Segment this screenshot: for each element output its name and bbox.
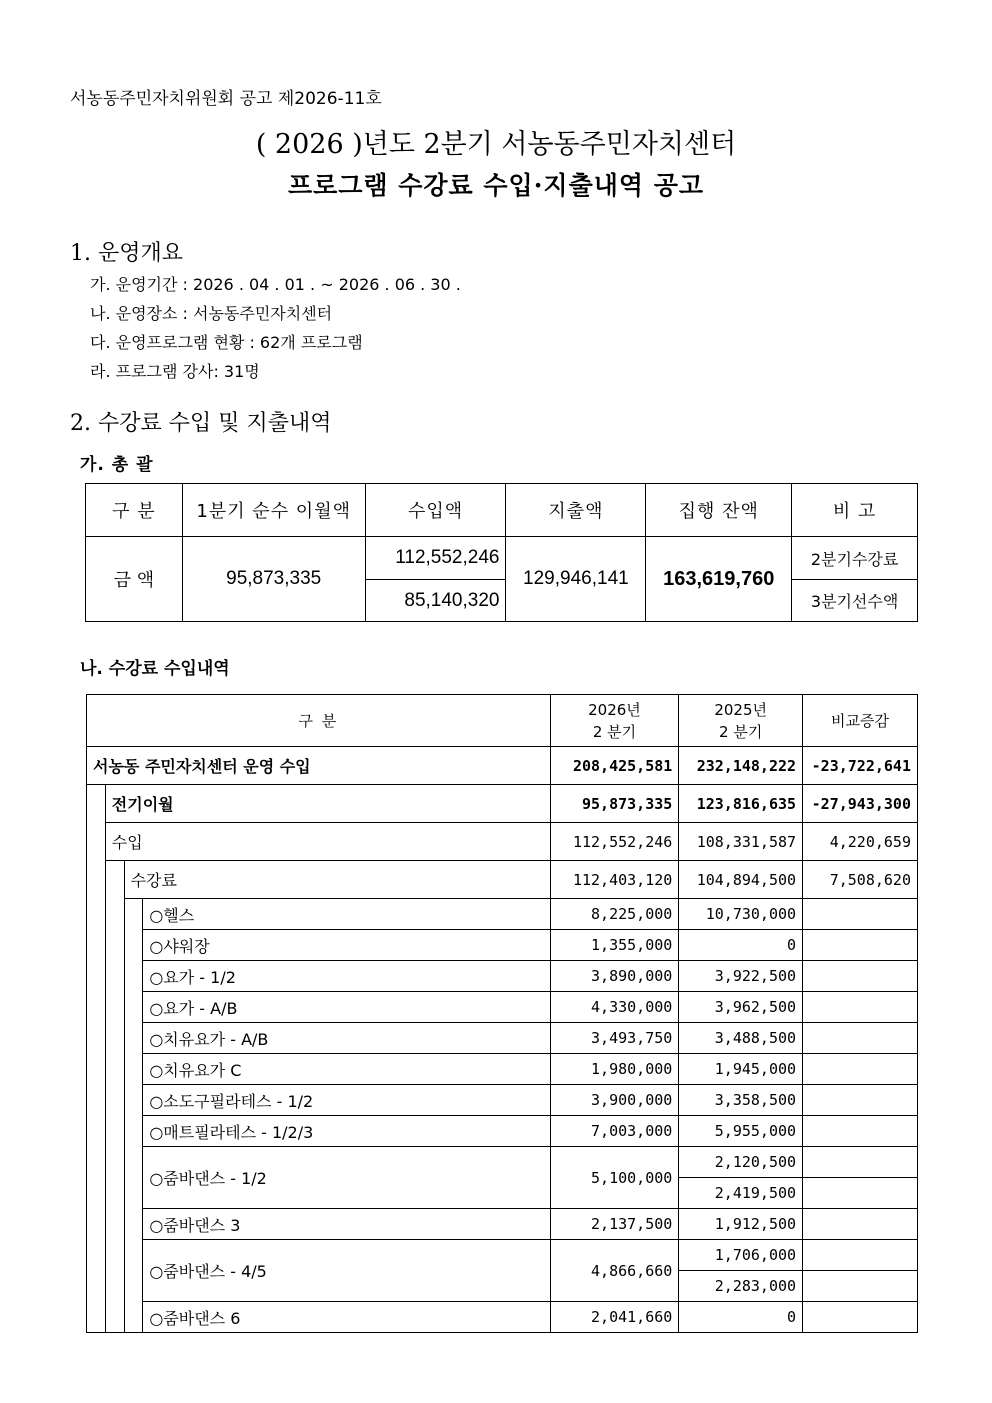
item-2025: 3,962,500 (679, 992, 803, 1023)
item-label: ○헬스 (143, 899, 550, 930)
item-2025: 2,120,500 (679, 1147, 803, 1178)
item-2025: 0 (679, 930, 803, 961)
list-item (87, 1209, 918, 1240)
summary-header-expense: 지출액 (506, 484, 646, 537)
page-title-line2: 프로그램 수강료 수입·지출내역 공고 (287, 171, 705, 200)
summary-row-label: 금 액 (86, 537, 183, 622)
income-subheading: 나. 수강료 수입내역 (80, 659, 230, 679)
income-header-2026-year: 2026년 (588, 700, 641, 719)
table-row (87, 785, 918, 823)
item-diff (803, 1023, 918, 1054)
item-2026: 3,890,000 (550, 961, 679, 992)
summary-carryover: 95,873,335 (182, 537, 365, 622)
item-2025: 3,922,500 (679, 961, 803, 992)
item-2025: 3,488,500 (679, 1023, 803, 1054)
income-header-2026-quarter: 2 분기 (592, 722, 637, 741)
summary-balance: 163,619,760 (646, 537, 792, 622)
item-2026: 3,493,750 (550, 1023, 679, 1054)
page-title-line1: ( 2026 )년도 2분기 서농동주민자치센터 (255, 129, 737, 160)
item-diff (803, 899, 918, 930)
list-item (87, 899, 918, 930)
income-header-2025 (679, 695, 803, 747)
list-item (87, 1023, 918, 1054)
table-row (87, 747, 918, 785)
item-diff (803, 1240, 918, 1271)
item-2026: 4,330,000 (550, 992, 679, 1023)
item-label: ○요가 - 1/2 (143, 961, 550, 992)
row-label: 전기이월 (105, 785, 550, 823)
row-2026: 112,552,246 (550, 823, 679, 861)
summary-income-1: 112,552,246 (365, 537, 506, 580)
list-item (87, 1116, 918, 1147)
summary-note-1: 2분기수강료 (792, 537, 918, 580)
item-2026: 2,137,500 (550, 1209, 679, 1240)
summary-expense: 129,946,141 (506, 537, 646, 622)
list-item (87, 1240, 918, 1271)
income-header-diff: 비교증감 (803, 695, 918, 747)
row-diff: 7,508,620 (803, 861, 918, 899)
row-2026: 208,425,581 (550, 747, 679, 785)
item-label: ○줌바댄스 3 (143, 1209, 550, 1240)
item-label: ○치유요가 - A/B (143, 1023, 550, 1054)
item-2025: 10,730,000 (679, 899, 803, 930)
item-label: ○샤워장 (143, 930, 550, 961)
row-2025: 123,816,635 (679, 785, 803, 823)
list-item (87, 961, 918, 992)
row-label: 수강료 (124, 861, 550, 899)
item-2025: 1,912,500 (679, 1209, 803, 1240)
item-diff (803, 1116, 918, 1147)
item-label: ○줌바댄스 6 (143, 1302, 550, 1333)
item-label: ○줌바댄스 - 1/2 (143, 1147, 550, 1209)
item-diff (803, 1271, 918, 1302)
income-table (86, 694, 918, 1333)
info-programs: 다. 운영프로그램 현황 : 62개 프로그램 (90, 333, 363, 352)
income-header-category: 구 분 (87, 695, 551, 747)
item-2025-extra: 2,419,500 (679, 1178, 803, 1209)
table-row (87, 861, 918, 899)
summary-header-carryover: 1분기 순수 이월액 (182, 484, 365, 537)
section2-heading: 2. 수강료 수입 및 지출내역 (70, 411, 332, 436)
list-item (87, 992, 918, 1023)
row-2026: 112,403,120 (550, 861, 679, 899)
income-header-2026 (550, 695, 679, 747)
item-2025: 0 (679, 1302, 803, 1333)
info-period: 가. 운영기간 : 2026 . 04 . 01 . ~ 2026 . 06 . 30 . (90, 275, 461, 294)
item-2026: 4,866,660 (550, 1240, 679, 1302)
item-diff (803, 961, 918, 992)
list-item (87, 1147, 918, 1178)
list-item (87, 930, 918, 961)
row-diff: 4,220,659 (803, 823, 918, 861)
item-diff (803, 992, 918, 1023)
item-2025: 1,945,000 (679, 1054, 803, 1085)
item-2026: 3,900,000 (550, 1085, 679, 1116)
summary-header-income: 수입액 (365, 484, 506, 537)
item-label: ○요가 - A/B (143, 992, 550, 1023)
summary-table (85, 483, 918, 622)
row-2025: 232,148,222 (679, 747, 803, 785)
item-2026: 1,980,000 (550, 1054, 679, 1085)
item-label: ○줌바댄스 - 4/5 (143, 1240, 550, 1302)
income-header-2025-quarter: 2 분기 (719, 722, 763, 741)
summary-header-balance: 집행 잔액 (646, 484, 792, 537)
item-2026: 1,355,000 (550, 930, 679, 961)
item-diff (803, 1147, 918, 1178)
item-diff (803, 1209, 918, 1240)
item-diff (803, 1302, 918, 1333)
item-diff (803, 930, 918, 961)
info-location: 나. 운영장소 : 서농동주민자치센터 (90, 304, 333, 323)
item-2025-extra: 2,283,000 (679, 1271, 803, 1302)
section1-heading: 1. 운영개요 (70, 241, 183, 266)
row-label: 수입 (105, 823, 550, 861)
list-item (87, 1302, 918, 1333)
item-label: ○매트필라테스 - 1/2/3 (143, 1116, 550, 1147)
item-label: ○치유요가 C (143, 1054, 550, 1085)
item-diff (803, 1085, 918, 1116)
item-2026: 8,225,000 (550, 899, 679, 930)
item-2026: 5,100,000 (550, 1147, 679, 1209)
notice-number: 서농동주민자치위원회 공고 제2026-11호 (70, 89, 382, 109)
item-2026: 7,003,000 (550, 1116, 679, 1147)
item-2026: 2,041,660 (550, 1302, 679, 1333)
row-2025: 104,894,500 (679, 861, 803, 899)
income-header-2025-year: 2025년 (714, 700, 768, 719)
item-2025: 5,955,000 (679, 1116, 803, 1147)
row-2026: 95,873,335 (550, 785, 679, 823)
row-diff: -27,943,300 (803, 785, 918, 823)
list-item (87, 1085, 918, 1116)
row-label: 서농동 주민자치센터 운영 수입 (87, 747, 551, 785)
table-row (87, 823, 918, 861)
item-label: ○소도구필라테스 - 1/2 (143, 1085, 550, 1116)
summary-income-2: 85,140,320 (365, 580, 506, 622)
summary-header-category: 구 분 (86, 484, 183, 537)
item-diff (803, 1054, 918, 1085)
row-diff: -23,722,641 (803, 747, 918, 785)
row-2025: 108,331,587 (679, 823, 803, 861)
summary-header-note: 비 고 (792, 484, 918, 537)
item-diff (803, 1178, 918, 1209)
info-instructors: 라. 프로그램 강사: 31명 (90, 362, 260, 381)
list-item (87, 1054, 918, 1085)
item-2025: 3,358,500 (679, 1085, 803, 1116)
summary-note-2: 3분기선수액 (792, 580, 918, 622)
item-2025: 1,706,000 (679, 1240, 803, 1271)
summary-subheading: 가. 총 괄 (80, 455, 154, 475)
